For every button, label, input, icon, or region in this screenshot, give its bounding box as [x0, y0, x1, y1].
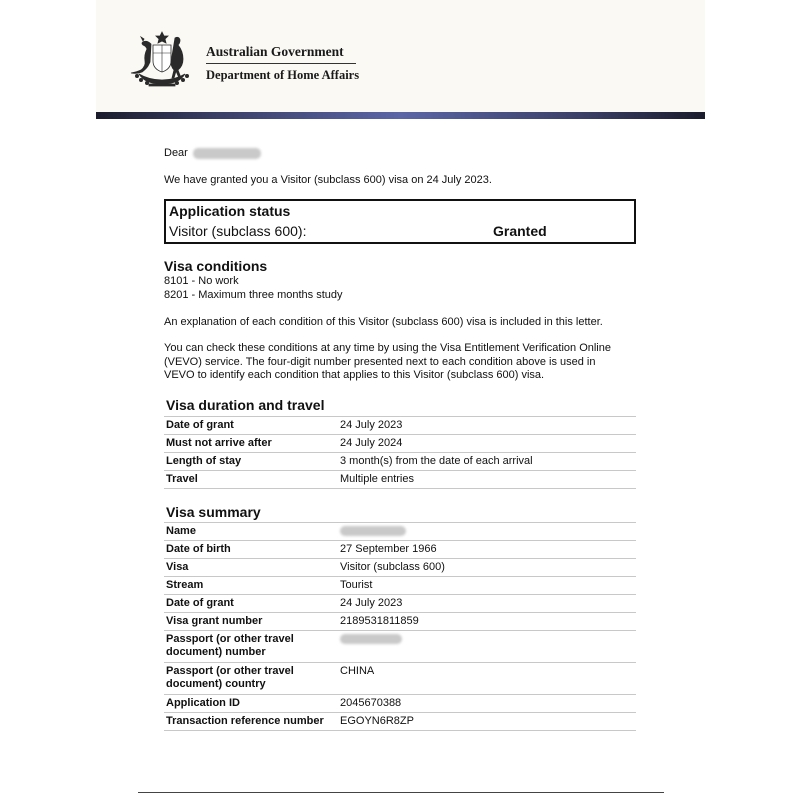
visa-duration-title: Visa duration and travel — [166, 397, 325, 413]
table-row — [164, 577, 636, 595]
row-value: 2045670388 — [340, 697, 402, 709]
department-name: Department of Home Affairs — [206, 68, 360, 82]
row-value: 2189531811859 — [340, 615, 419, 627]
row-label: Must not arrive after — [166, 437, 272, 449]
government-name: Australian Government — [206, 44, 344, 59]
letterhead-divider — [206, 63, 356, 64]
vevo-line: You can check these conditions at any time by using the Visa Entitlement Verification Online — [164, 342, 611, 354]
redacted-name — [340, 526, 406, 536]
table-row — [164, 695, 636, 713]
row-value: CHINA — [340, 665, 375, 677]
table-row — [164, 471, 636, 489]
header-color-bar — [96, 112, 705, 119]
row-value: 3 month(s) from the date of each arrival — [340, 455, 533, 467]
vevo-paragraph — [164, 342, 611, 383]
table-row — [164, 559, 636, 577]
row-label: Date of grant — [166, 597, 234, 609]
visa-conditions-title: Visa conditions — [164, 258, 268, 274]
row-label: Passport (or other travel document) country — [166, 665, 294, 690]
row-value: Tourist — [340, 579, 373, 591]
redacted-passport-number — [340, 634, 402, 644]
table-row — [164, 595, 636, 613]
vevo-line: (VEVO) service. The four-digit number presented next to each condition above is used in — [164, 355, 596, 368]
row-label: Travel — [166, 473, 198, 485]
visa-duration-table — [164, 416, 636, 489]
row-value: 24 July 2023 — [340, 419, 403, 431]
visa-summary-table — [164, 522, 636, 731]
application-status-value: Granted — [493, 223, 547, 239]
vevo-line: VEVO to identify each condition that applies to this Visitor (subclass 600) visa. — [164, 369, 545, 381]
row-value: Visitor (subclass 600) — [340, 561, 445, 573]
letterhead — [96, 0, 705, 112]
table-row — [164, 416, 636, 435]
condition-item: 8201 - Maximum three months study — [164, 289, 343, 301]
footer-divider — [138, 792, 664, 793]
application-status-visa: Visitor (subclass 600): — [169, 223, 307, 239]
row-label: Length of stay — [166, 455, 242, 467]
row-value: 27 September 1966 — [340, 543, 437, 555]
row-value — [340, 633, 402, 646]
application-status-title: Application status — [169, 203, 291, 219]
table-row — [164, 663, 636, 695]
table-row — [164, 631, 636, 663]
application-status-box — [164, 199, 636, 244]
row-value: Multiple entries — [340, 473, 414, 485]
table-row — [164, 541, 636, 559]
row-label: Passport (or other travel document) number — [166, 633, 294, 658]
table-row — [164, 713, 636, 731]
row-label: Transaction reference number — [166, 715, 324, 727]
row-label: Date of grant — [166, 419, 234, 431]
grant-sentence: We have granted you a Visitor (subclass 600) visa on 24 July 2023. — [164, 174, 492, 186]
visa-summary-title: Visa summary — [166, 504, 261, 520]
row-value: EGOYN6R8ZP — [340, 715, 414, 727]
row-label: Stream — [166, 579, 204, 591]
row-value — [340, 525, 406, 538]
table-row — [164, 613, 636, 631]
salutation — [164, 147, 261, 159]
row-label: Date of birth — [166, 543, 231, 555]
redacted-name — [193, 148, 261, 159]
table-row — [164, 435, 636, 453]
row-label: Name — [166, 525, 196, 537]
row-label: Visa grant number — [166, 615, 263, 627]
row-value: 24 July 2024 — [340, 437, 403, 449]
row-value: 24 July 2023 — [340, 597, 403, 609]
condition-item: 8101 - No work — [164, 275, 239, 287]
table-row — [164, 522, 636, 541]
conditions-explanation: An explanation of each condition of this Visitor (subclass 600) visa is included in this letter. — [164, 316, 603, 328]
table-row — [164, 453, 636, 471]
row-label: Application ID — [166, 697, 240, 709]
row-label: Visa — [166, 561, 189, 573]
coat-of-arms-icon — [129, 30, 195, 88]
salutation-text: Dear — [164, 147, 188, 159]
